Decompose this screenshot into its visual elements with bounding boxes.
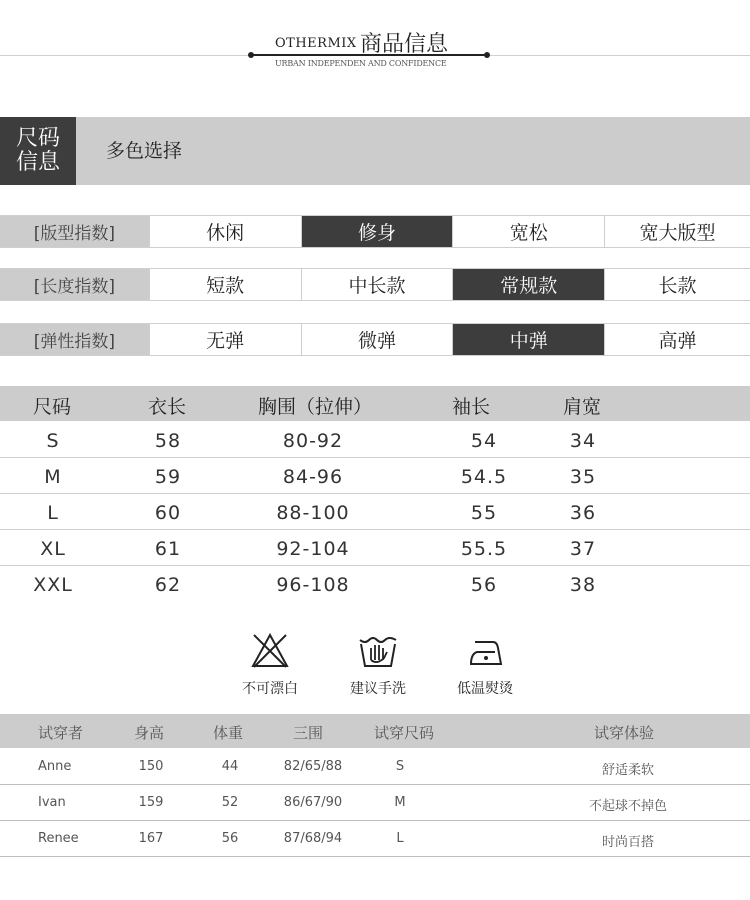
low-temp-iron-icon [465, 632, 505, 670]
trial-cell-experience: 时尚百搭 [601, 835, 655, 850]
size-cell-length: 58 [154, 430, 182, 452]
page-subtitle: URBAN INDEPENDEN AND CONFIDENCE [275, 59, 447, 68]
trial-cell-size: S [395, 759, 405, 774]
size-cell-sleeve: 54.5 [460, 466, 508, 488]
table-row [0, 566, 750, 602]
fit-index-row [0, 215, 750, 248]
trial-col-size: 试穿尺码 [374, 724, 435, 742]
length-option-regular: 常规款 [452, 269, 604, 300]
fit-option-slim: 修身 [301, 216, 453, 247]
length-index-label: [长度指数] [0, 269, 149, 300]
trial-col-measurements: 三围 [293, 724, 324, 742]
size-cell-sleeve: 56 [470, 574, 498, 596]
care-low-iron [435, 632, 535, 698]
fit-option-casual: 休闲 [149, 216, 301, 247]
trial-cell-measurements: 86/67/90 [283, 795, 343, 810]
shoulder-col-header: 肩宽 [563, 396, 602, 418]
size-cell-chest: 80-92 [282, 430, 344, 452]
size-info-tag [0, 117, 76, 185]
size-cell-shoulder: 36 [569, 502, 597, 524]
size-cell-size: XXL [33, 574, 73, 596]
page-title: 商品信息 [360, 32, 449, 57]
size-cell-length: 61 [154, 538, 182, 560]
stretch-option-slight: 微弹 [301, 324, 453, 355]
table-row [0, 821, 750, 857]
trial-cell-size: M [394, 795, 406, 810]
hand-wash-icon [357, 632, 399, 670]
table-row [0, 422, 750, 458]
size-col-header: 尺码 [33, 396, 72, 418]
care-hand-wash [328, 632, 428, 698]
trial-col-tester: 试穿者 [38, 724, 84, 742]
table-row [0, 494, 750, 530]
care-label-no-bleach: 不可漂白 [242, 681, 298, 697]
color-choice-text: 多色选择 [106, 140, 183, 162]
trial-col-weight: 体重 [213, 724, 244, 742]
length-option-short: 短款 [149, 269, 301, 300]
stretch-option-medium: 中弹 [452, 324, 604, 355]
size-cell-size: M [44, 466, 62, 488]
brand-name: OTHERMIX [275, 36, 357, 51]
trial-cell-tester: Anne [38, 759, 72, 774]
table-row [0, 458, 750, 494]
trial-cell-weight: 56 [221, 831, 239, 846]
size-cell-sleeve: 55 [470, 502, 498, 524]
trial-cell-tester: Renee [38, 831, 79, 846]
size-cell-sleeve: 55.5 [460, 538, 508, 560]
trial-cell-experience: 不起球不掉色 [588, 799, 668, 814]
length-col-header: 衣长 [148, 396, 187, 418]
header-dot-left [248, 52, 254, 58]
stretch-option-high: 高弹 [604, 324, 750, 355]
no-bleach-icon [250, 632, 290, 670]
size-cell-chest: 96-108 [276, 574, 350, 596]
size-cell-length: 60 [154, 502, 182, 524]
care-label-hand-wash: 建议手洗 [350, 681, 406, 697]
size-cell-shoulder: 38 [569, 574, 597, 596]
chest-col-header: 胸围（拉伸） [258, 396, 373, 418]
size-cell-sleeve: 54 [470, 430, 498, 452]
trial-col-height: 身高 [134, 724, 165, 742]
length-index-row [0, 268, 750, 301]
trial-col-experience: 试穿体验 [594, 724, 655, 742]
size-cell-size: XL [40, 538, 66, 560]
trial-cell-measurements: 82/65/88 [283, 759, 343, 774]
header-rule-right [487, 55, 750, 56]
size-cell-shoulder: 35 [569, 466, 597, 488]
fit-index-label: [版型指数] [0, 216, 149, 247]
trial-cell-weight: 44 [221, 759, 239, 774]
care-label-low-iron: 低温熨烫 [457, 681, 513, 697]
size-cell-chest: 84-96 [282, 466, 344, 488]
trial-cell-measurements: 87/68/94 [283, 831, 343, 846]
size-cell-shoulder: 34 [569, 430, 597, 452]
fit-option-loose: 宽松 [452, 216, 604, 247]
trial-cell-height: 159 [138, 795, 164, 810]
size-info-tag-line1: 尺码 [15, 126, 60, 151]
trial-cell-weight: 52 [221, 795, 239, 810]
size-cell-shoulder: 37 [569, 538, 597, 560]
length-option-midlong: 中长款 [301, 269, 453, 300]
fit-option-oversized: 宽大版型 [604, 216, 750, 247]
size-cell-length: 62 [154, 574, 182, 596]
table-row [0, 749, 750, 785]
trial-cell-experience: 舒适柔软 [601, 763, 655, 778]
trial-cell-height: 150 [138, 759, 164, 774]
stretch-index-row [0, 323, 750, 356]
size-table-header [0, 386, 750, 421]
table-row [0, 530, 750, 566]
trial-cell-size: L [396, 831, 404, 846]
header-dot-right [484, 52, 490, 58]
size-cell-size: S [46, 430, 60, 452]
table-row [0, 785, 750, 821]
length-option-long: 长款 [604, 269, 750, 300]
stretch-index-label: [弹性指数] [0, 324, 149, 355]
trial-cell-height: 167 [138, 831, 164, 846]
care-no-bleach [220, 632, 320, 698]
size-cell-chest: 92-104 [276, 538, 350, 560]
size-cell-size: L [47, 502, 59, 524]
stretch-option-none: 无弹 [149, 324, 301, 355]
size-cell-length: 59 [154, 466, 182, 488]
sleeve-col-header: 袖长 [452, 396, 491, 418]
size-info-tag-line2: 信息 [15, 150, 60, 175]
header-rule-left [0, 55, 251, 56]
size-cell-chest: 88-100 [276, 502, 350, 524]
trial-cell-tester: Ivan [38, 795, 66, 810]
